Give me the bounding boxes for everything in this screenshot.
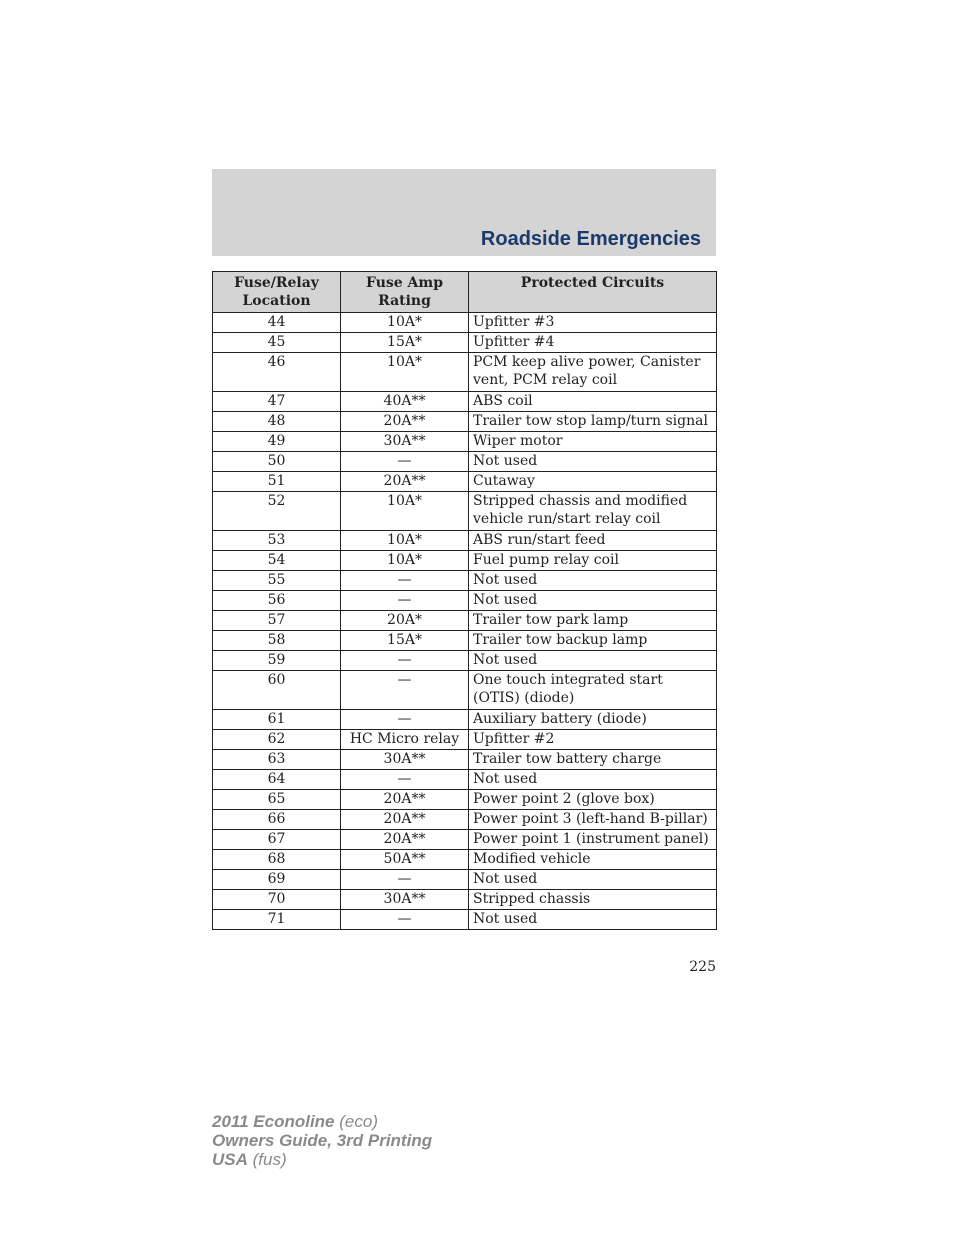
footer-line-1 (212, 1112, 432, 1131)
protected-circuit-cell: Fuel pump relay coil (469, 551, 717, 571)
fuse-rating-cell: 15A* (341, 333, 469, 353)
protected-circuit-cell: Power point 2 (glove box) (469, 790, 717, 810)
fuse-location-cell: 44 (213, 313, 341, 333)
protected-circuit-cell: Not used (469, 571, 717, 591)
table-row (213, 671, 717, 710)
protected-circuit-cell: Stripped chassis and modified vehicle run/start relay coil (469, 492, 717, 531)
table-row (213, 850, 717, 870)
fuse-location-cell: 67 (213, 830, 341, 850)
footer-model: 2011 Econoline (212, 1112, 335, 1131)
header-band (212, 169, 716, 256)
table-row (213, 571, 717, 591)
table-row (213, 492, 717, 531)
protected-circuit-cell: Power point 3 (left-hand B-pillar) (469, 810, 717, 830)
fuse-location-cell: 55 (213, 571, 341, 591)
fuse-location-cell: 68 (213, 850, 341, 870)
table-row (213, 910, 717, 930)
fuse-location-cell: 50 (213, 452, 341, 472)
footer-region-code: (fus) (252, 1150, 287, 1169)
fuse-rating-cell: HC Micro relay (341, 730, 469, 750)
fuse-rating-cell: 20A** (341, 790, 469, 810)
protected-circuit-cell: Not used (469, 452, 717, 472)
protected-circuit-cell: Upfitter #2 (469, 730, 717, 750)
fuse-rating-cell: 30A** (341, 432, 469, 452)
fuse-location-cell: 54 (213, 551, 341, 571)
fuse-location-cell: 48 (213, 412, 341, 432)
protected-circuit-cell: Not used (469, 870, 717, 890)
fuse-rating-cell: 20A** (341, 810, 469, 830)
table-row (213, 790, 717, 810)
fuse-rating-cell: 40A** (341, 392, 469, 412)
fuse-rating-cell: 30A** (341, 750, 469, 770)
page-number: 225 (689, 959, 716, 975)
fuse-rating-cell: 10A* (341, 313, 469, 333)
fuse-table (212, 271, 717, 930)
fuse-location-cell: 56 (213, 591, 341, 611)
fuse-rating-cell: 50A** (341, 850, 469, 870)
footer-guide: Owners Guide, 3rd Printing (212, 1131, 433, 1150)
table-row (213, 730, 717, 750)
table-row (213, 750, 717, 770)
fuse-location-cell: 63 (213, 750, 341, 770)
table-row (213, 710, 717, 730)
footer-line-2 (212, 1131, 432, 1150)
footer (212, 1112, 432, 1169)
column-header-circuits: Protected Circuits (469, 272, 717, 313)
table-row (213, 531, 717, 551)
fuse-location-cell: 69 (213, 870, 341, 890)
fuse-rating-cell: 10A* (341, 551, 469, 571)
fuse-location-cell: 51 (213, 472, 341, 492)
fuse-location-cell: 66 (213, 810, 341, 830)
protected-circuit-cell: Not used (469, 770, 717, 790)
table-row (213, 890, 717, 910)
fuse-rating-cell: 20A** (341, 412, 469, 432)
table-row (213, 313, 717, 333)
fuse-location-cell: 52 (213, 492, 341, 531)
table-row (213, 651, 717, 671)
protected-circuit-cell: Not used (469, 910, 717, 930)
protected-circuit-cell: One touch integrated start (OTIS) (diode) (469, 671, 717, 710)
protected-circuit-cell: Upfitter #3 (469, 313, 717, 333)
column-header-rating: Fuse Amp Rating (341, 272, 469, 313)
table-body (213, 313, 717, 930)
fuse-location-cell: 62 (213, 730, 341, 750)
protected-circuit-cell: Not used (469, 651, 717, 671)
protected-circuit-cell: Stripped chassis (469, 890, 717, 910)
fuse-location-cell: 45 (213, 333, 341, 353)
protected-circuit-cell: Trailer tow backup lamp (469, 631, 717, 651)
fuse-location-cell: 47 (213, 392, 341, 412)
table-row (213, 452, 717, 472)
protected-circuit-cell: Trailer tow park lamp (469, 611, 717, 631)
protected-circuit-cell: Wiper motor (469, 432, 717, 452)
table-row (213, 870, 717, 890)
table-row (213, 353, 717, 392)
fuse-rating-cell: 20A** (341, 830, 469, 850)
table-row (213, 611, 717, 631)
protected-circuit-cell: PCM keep alive power, Canister vent, PCM relay coil (469, 353, 717, 392)
fuse-rating-cell: — (341, 571, 469, 591)
table-row (213, 392, 717, 412)
fuse-rating-cell: — (341, 770, 469, 790)
fuse-rating-cell: — (341, 452, 469, 472)
table-row (213, 333, 717, 353)
protected-circuit-cell: ABS coil (469, 392, 717, 412)
footer-line-3 (212, 1150, 432, 1169)
protected-circuit-cell: Power point 1 (instrument panel) (469, 830, 717, 850)
protected-circuit-cell: Modified vehicle (469, 850, 717, 870)
fuse-rating-cell: 15A* (341, 631, 469, 651)
fuse-rating-cell: — (341, 651, 469, 671)
protected-circuit-cell: Upfitter #4 (469, 333, 717, 353)
fuse-rating-cell: — (341, 671, 469, 710)
fuse-rating-cell: — (341, 710, 469, 730)
table-header-row (213, 272, 717, 313)
fuse-location-cell: 71 (213, 910, 341, 930)
fuse-rating-cell: — (341, 591, 469, 611)
table-row (213, 631, 717, 651)
protected-circuit-cell: Auxiliary battery (diode) (469, 710, 717, 730)
fuse-location-cell: 53 (213, 531, 341, 551)
protected-circuit-cell: Trailer tow battery charge (469, 750, 717, 770)
fuse-rating-cell: 20A* (341, 611, 469, 631)
table-row (213, 472, 717, 492)
protected-circuit-cell: Trailer tow stop lamp/turn signal (469, 412, 717, 432)
table-row (213, 830, 717, 850)
table-row (213, 412, 717, 432)
fuse-location-cell: 58 (213, 631, 341, 651)
table-row (213, 770, 717, 790)
fuse-rating-cell: 10A* (341, 492, 469, 531)
fuse-location-cell: 49 (213, 432, 341, 452)
fuse-location-cell: 64 (213, 770, 341, 790)
section-title: Roadside Emergencies (480, 228, 701, 250)
fuse-rating-cell: 20A** (341, 472, 469, 492)
table-row (213, 551, 717, 571)
fuse-rating-cell: — (341, 870, 469, 890)
table-row (213, 432, 717, 452)
footer-model-code: (eco) (339, 1112, 378, 1131)
footer-region: USA (212, 1150, 248, 1169)
column-header-location: Fuse/Relay Location (213, 272, 341, 313)
fuse-location-cell: 60 (213, 671, 341, 710)
fuse-location-cell: 59 (213, 651, 341, 671)
protected-circuit-cell: ABS run/start feed (469, 531, 717, 551)
table-row (213, 810, 717, 830)
fuse-location-cell: 70 (213, 890, 341, 910)
protected-circuit-cell: Cutaway (469, 472, 717, 492)
fuse-rating-cell: — (341, 910, 469, 930)
fuse-rating-cell: 30A** (341, 890, 469, 910)
fuse-rating-cell: 10A* (341, 353, 469, 392)
fuse-rating-cell: 10A* (341, 531, 469, 551)
fuse-location-cell: 61 (213, 710, 341, 730)
table-row (213, 591, 717, 611)
protected-circuit-cell: Not used (469, 591, 717, 611)
fuse-location-cell: 46 (213, 353, 341, 392)
fuse-location-cell: 57 (213, 611, 341, 631)
fuse-location-cell: 65 (213, 790, 341, 810)
